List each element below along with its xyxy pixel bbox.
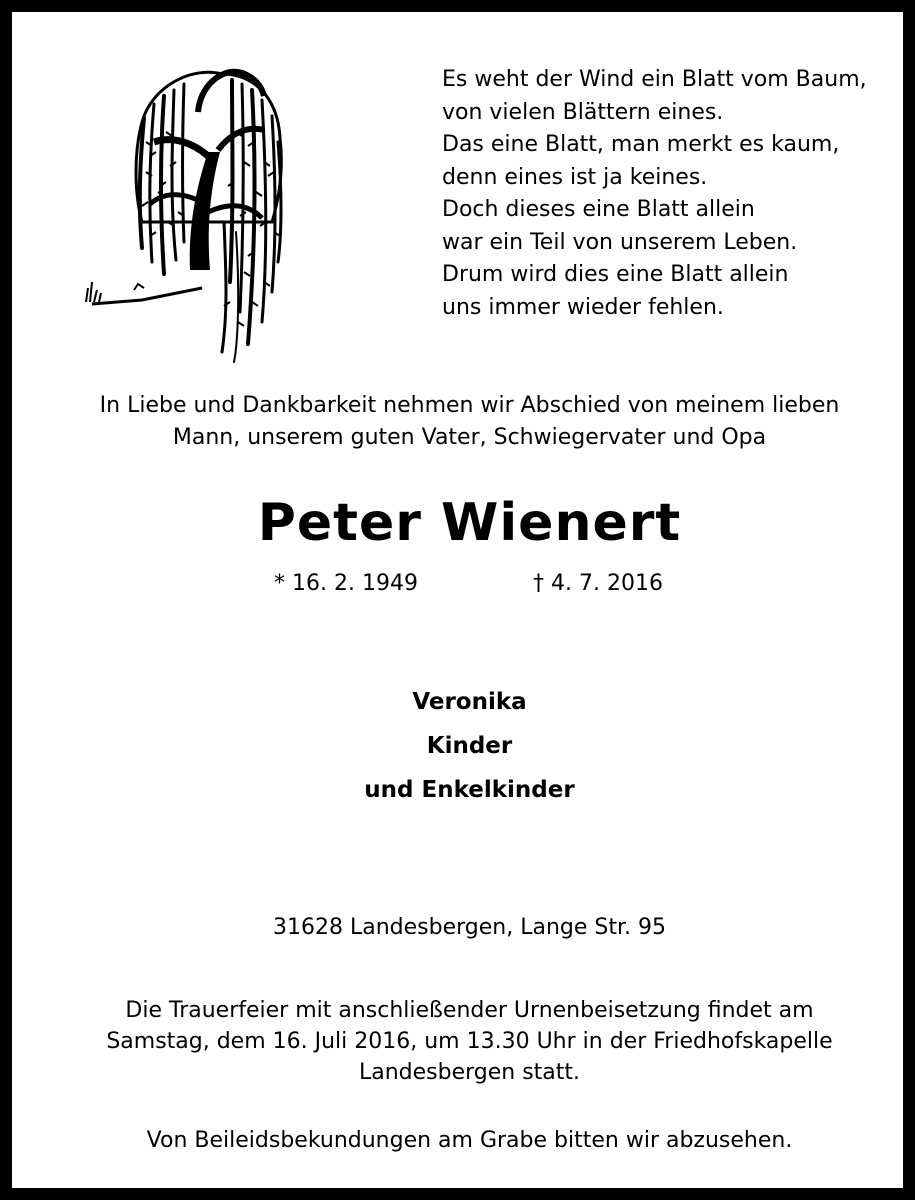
deceased-name: Peter Wienert bbox=[257, 493, 682, 553]
poem-line: denn eines ist ja keines. bbox=[442, 164, 708, 190]
poem-line: uns immer wieder fehlen. bbox=[442, 294, 724, 320]
birth-date: * 16. 2. 1949 bbox=[274, 571, 418, 596]
funeral-line: Die Trauerfeier mit anschließender Urnenbeisetzung findet am bbox=[125, 998, 814, 1023]
mourners-list bbox=[12, 680, 915, 812]
poem-line: Drum wird dies eine Blatt allein bbox=[442, 262, 789, 287]
mourner-name: und Enkelkinder bbox=[364, 777, 575, 803]
poem bbox=[442, 64, 902, 324]
weeping-willow-icon bbox=[72, 52, 302, 372]
family-address: 31628 Landesbergen, Lange Str. 95 bbox=[273, 915, 666, 940]
funeral-notice bbox=[52, 995, 887, 1088]
mourner-name: Kinder bbox=[426, 733, 513, 759]
mourner-name: Veronika bbox=[412, 689, 527, 715]
funeral-line: Samstag, dem 16. Juli 2016, um 13.30 Uhr in der Friedhofskapelle bbox=[106, 1029, 833, 1054]
farewell-intro bbox=[32, 390, 907, 454]
poem-line: war ein Teil von unserem Leben. bbox=[442, 229, 798, 255]
poem-line: Das eine Blatt, man merkt es kaum, bbox=[442, 132, 840, 157]
funeral-line: Landesbergen statt. bbox=[358, 1060, 581, 1085]
intro-line: In Liebe und Dankbarkeit nehmen wir Abschied von meinem lieben bbox=[99, 393, 840, 418]
poem-line: von vielen Blättern eines. bbox=[442, 99, 724, 125]
intro-line: Mann, unserem guten Vater, Schwiegervater und Opa bbox=[172, 425, 767, 450]
poem-line: Doch dieses eine Blatt allein bbox=[442, 197, 755, 222]
poem-line: Es weht der Wind ein Blatt vom Baum, bbox=[442, 67, 867, 92]
death-date: † 4. 7. 2016 bbox=[533, 571, 663, 596]
condolence-note: Von Beileidsbekundungen am Grabe bitten wir abzusehen. bbox=[146, 1128, 793, 1153]
